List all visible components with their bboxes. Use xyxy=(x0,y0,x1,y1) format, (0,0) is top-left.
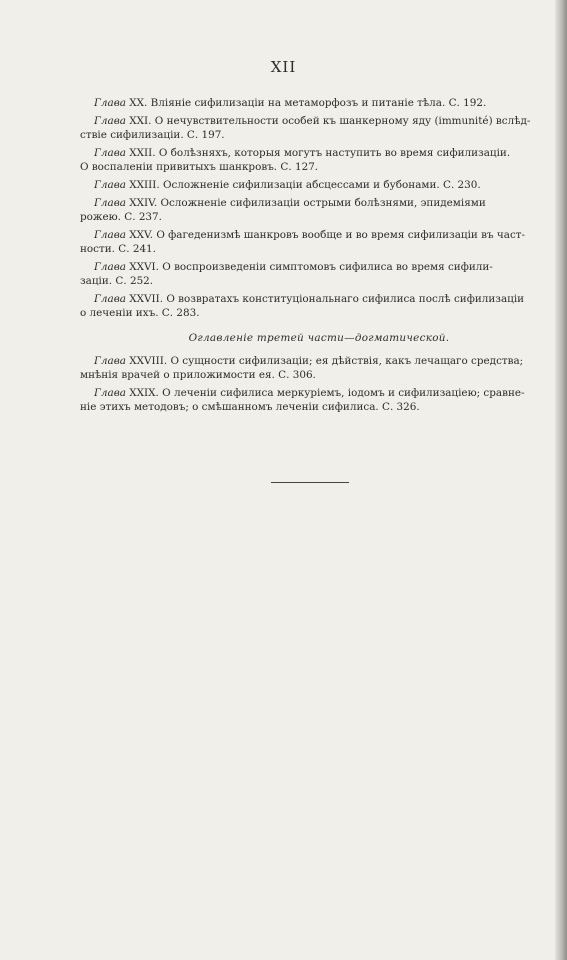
toc-entry-line: ствіе сифилизаціи. С. 197. xyxy=(80,129,225,141)
toc-entry-line xyxy=(80,228,558,242)
toc-entry xyxy=(80,114,558,142)
page-number: XII xyxy=(270,58,297,76)
toc-entry-line xyxy=(80,260,558,274)
toc-entry xyxy=(80,146,558,174)
chapter-list-dogmatic xyxy=(80,354,558,414)
toc-entry-line xyxy=(80,196,558,210)
toc-entry-line: ности. С. 241. xyxy=(80,243,156,255)
toc-entry xyxy=(80,354,558,382)
chapter-title: XXII. О болѣзняхъ, которыя могутъ наступить во время сифилизаціи. xyxy=(129,147,511,159)
toc-entry-line xyxy=(80,178,558,192)
toc-entry-line xyxy=(80,292,558,306)
chapter-label: Глава xyxy=(94,97,126,109)
chapter-title: XXV. О фагеденизмѣ шанкровъ вообще и во время сифилизаціи въ част- xyxy=(129,229,526,241)
chapter-label: Глава xyxy=(94,115,126,127)
table-of-contents xyxy=(80,96,558,418)
toc-entry xyxy=(80,260,558,288)
toc-entry xyxy=(80,228,558,256)
chapter-label: Глава xyxy=(94,147,126,159)
chapter-label: Глава xyxy=(94,387,126,399)
chapter-title: XXVI. О воспроизведеніи симптомовъ сифилиса во время сифили- xyxy=(129,261,493,273)
toc-entry-line xyxy=(80,354,558,368)
toc-entry xyxy=(80,178,558,192)
chapter-list xyxy=(80,96,558,320)
chapter-label: Глава xyxy=(94,293,126,305)
toc-entry-line xyxy=(80,386,558,400)
toc-entry-line: ніе этихъ методовъ; о смѣшанномъ леченіи сифилиса. С. 326. xyxy=(80,401,420,413)
chapter-title: XX. Вліяніе сифилизаціи на метаморфозъ и питаніе тѣла. С. 192. xyxy=(129,97,487,109)
toc-entry xyxy=(80,96,558,110)
toc-entry-line xyxy=(80,146,558,160)
toc-entry-line xyxy=(80,114,558,128)
chapter-label: Глава xyxy=(94,197,126,209)
toc-entry-line: О воспаленіи привитыхъ шанкровъ. С. 127. xyxy=(80,161,319,173)
toc-entry-line: рожею. С. 237. xyxy=(80,211,162,223)
chapter-title: XXIII. Осложненіе сифилизаціи абсцессами и бубонами. С. 230. xyxy=(129,179,481,191)
chapter-label: Глава xyxy=(94,179,126,191)
chapter-title: XXI. О нечувствительности особей къ шанкерному яду (immunité) вслѣд- xyxy=(129,115,531,127)
chapter-title: XXIX. О леченіи сифилиса меркуріемъ, іодомъ и сифилизаціею; сравне- xyxy=(129,387,525,399)
end-rule xyxy=(271,482,349,483)
toc-entry xyxy=(80,196,558,224)
chapter-label: Глава xyxy=(94,261,126,273)
toc-entry xyxy=(80,292,558,320)
chapter-title: XXVII. О возвратахъ конституціональнаго сифилиса послѣ сифилизаціи xyxy=(129,293,525,305)
toc-entry-line: заціи. С. 252. xyxy=(80,275,154,287)
section-heading: Оглавленіе третей части—догматической. xyxy=(188,332,450,344)
toc-entry-line: о леченіи ихъ. С. 283. xyxy=(80,307,200,319)
toc-entry-line xyxy=(80,96,558,110)
toc-entry xyxy=(80,386,558,414)
chapter-title: XXIV. Осложненіе сифилизаціи острыми болѣзнями, эпидеміями xyxy=(129,197,486,209)
chapter-title: XXVIII. О сущности сифилизаціи; ея дѣйствія, какъ лечащаго средства; xyxy=(129,355,524,367)
toc-entry-line: мнѣнія врачей о приложимости ея. С. 306. xyxy=(80,369,316,381)
chapter-label: Глава xyxy=(94,355,126,367)
chapter-label: Глава xyxy=(94,229,126,241)
